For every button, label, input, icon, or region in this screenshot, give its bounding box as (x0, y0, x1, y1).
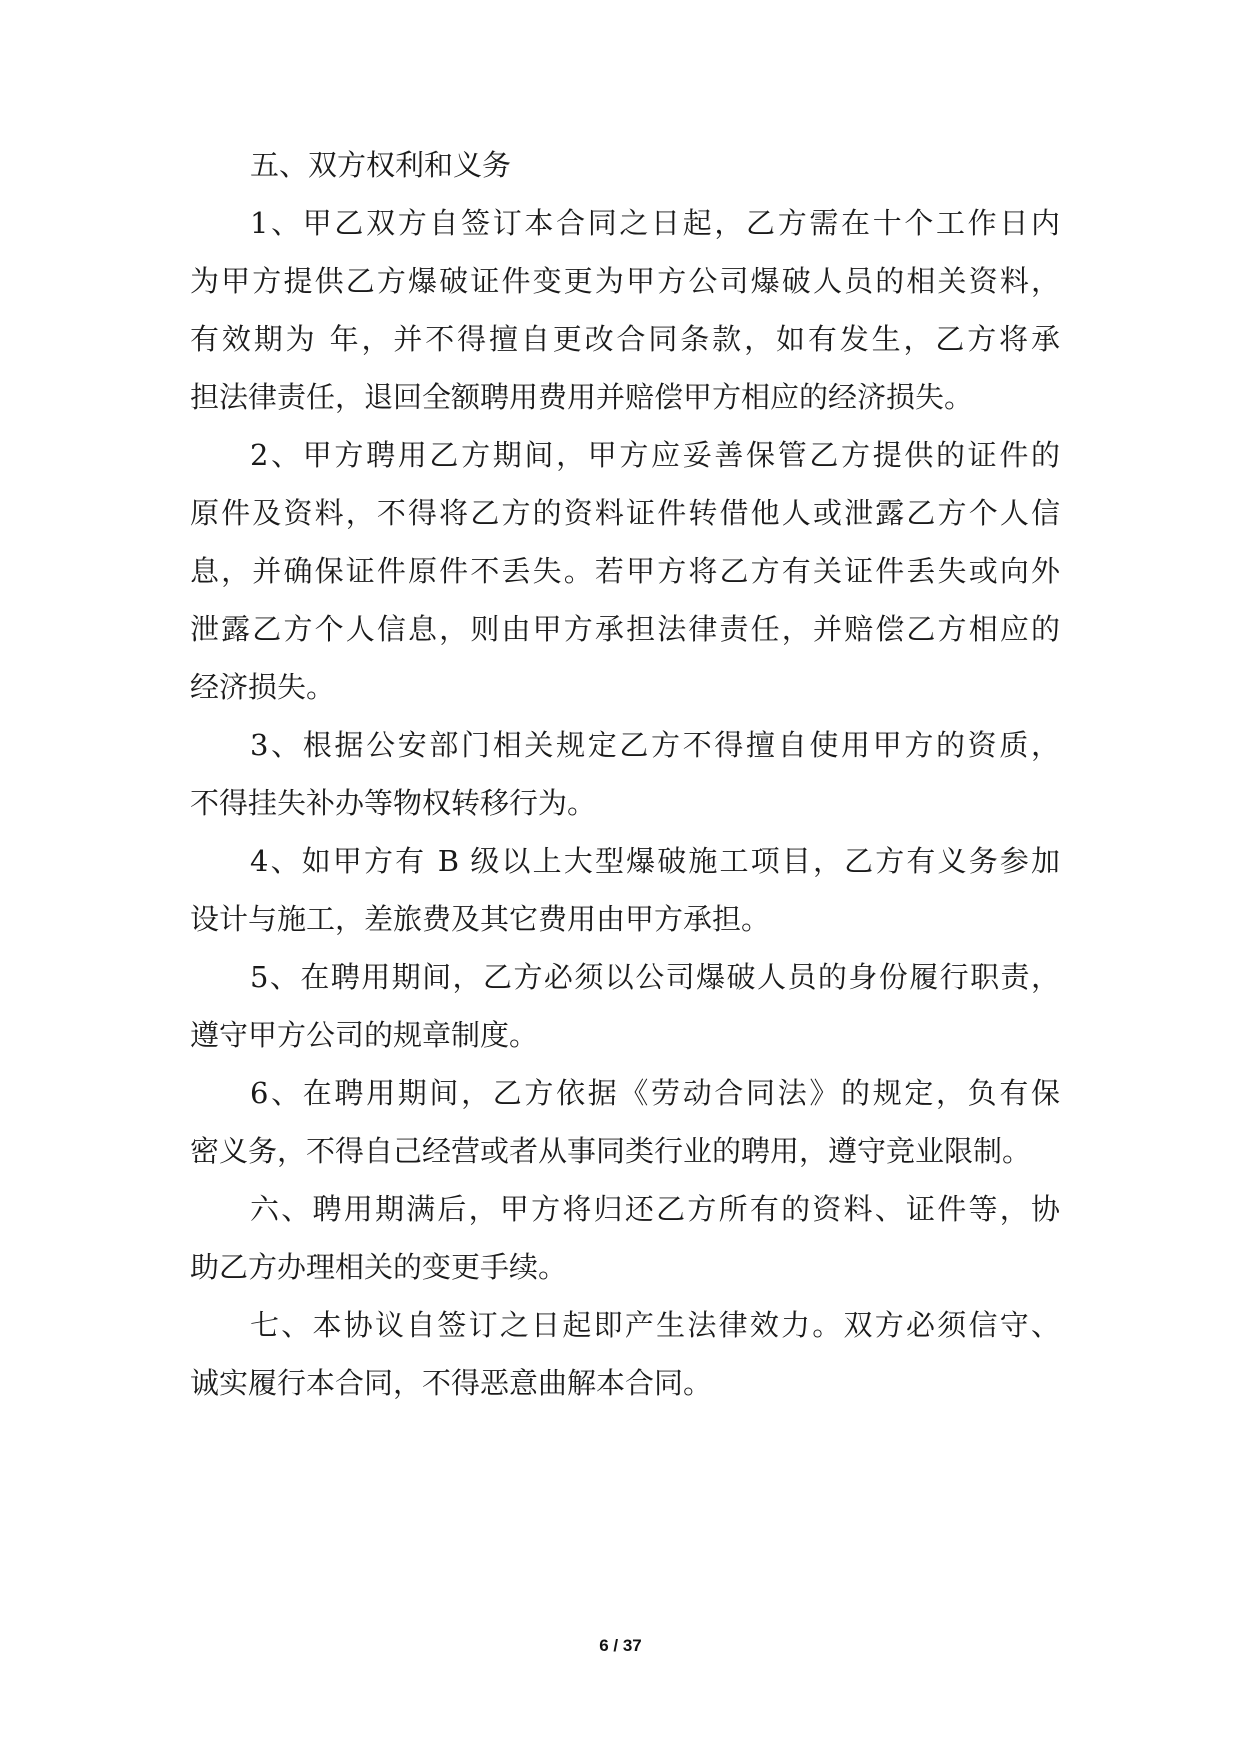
section-6-line-2: 助乙方办理相关的变更手续。 (190, 1250, 568, 1284)
page-number: 6 / 37 (599, 1636, 642, 1655)
clause-5-line-2: 遵守甲方公司的规章制度。 (190, 1018, 539, 1052)
clause-6-line-2: 密义务，不得自己经营或者从事同类行业的聘用，遵守竞业限制。 (190, 1134, 1032, 1168)
clause-5-line-1: 5、在聘用期间，乙方必须以公司爆破人员的身份履行职责， (250, 960, 1060, 994)
clause-2-line-3: 息，并确保证件原件不丢失。若甲方将乙方有关证件丢失或向外 (190, 554, 1060, 588)
section-7-line-2: 诚实履行本合同，不得恶意曲解本合同。 (190, 1366, 713, 1400)
clause-2-line-1: 2、甲方聘用乙方期间，甲方应妥善保管乙方提供的证件的 (250, 438, 1060, 472)
clause-4-line-2: 设计与施工，差旅费及其它费用由甲方承担。 (190, 902, 771, 936)
clause-3-line-2: 不得挂失补办等物权转移行为。 (190, 786, 597, 820)
clause-4-line-1: 4、如甲方有 B 级以上大型爆破施工项目，乙方有义务参加 (250, 844, 1060, 878)
clause-3-line-1: 3、根据公安部门相关规定乙方不得擅自使用甲方的资质， (250, 728, 1060, 762)
section-6-line-1: 六、聘用期满后，甲方将归还乙方所有的资料、证件等，协 (250, 1192, 1060, 1226)
clause-2-line-4: 泄露乙方个人信息，则由甲方承担法律责任，并赔偿乙方相应的 (190, 612, 1060, 646)
section-7-line-1: 七、本协议自签订之日起即产生法律效力。双方必须信守、 (250, 1308, 1060, 1342)
clause-1-line-4: 担法律责任，退回全额聘用费用并赔偿甲方相应的经济损失。 (190, 380, 974, 414)
clause-1-line-3: 有效期为 年，并不得擅自更改合同条款，如有发生，乙方将承 (190, 322, 1060, 356)
clause-2-line-5: 经济损失。 (190, 670, 336, 704)
clause-1-line-1: 1、甲乙双方自签订本合同之日起，乙方需在十个工作日内 (250, 206, 1060, 240)
clause-2-line-2: 原件及资料，不得将乙方的资料证件转借他人或泄露乙方个人信 (190, 496, 1060, 530)
clause-1-line-2: 为甲方提供乙方爆破证件变更为甲方公司爆破人员的相关资料， (190, 264, 1060, 298)
section-heading-rights-obligations: 五、双方权利和义务 (250, 148, 512, 182)
clause-6-line-1: 6、在聘用期间，乙方依据《劳动合同法》的规定，负有保 (250, 1076, 1060, 1110)
